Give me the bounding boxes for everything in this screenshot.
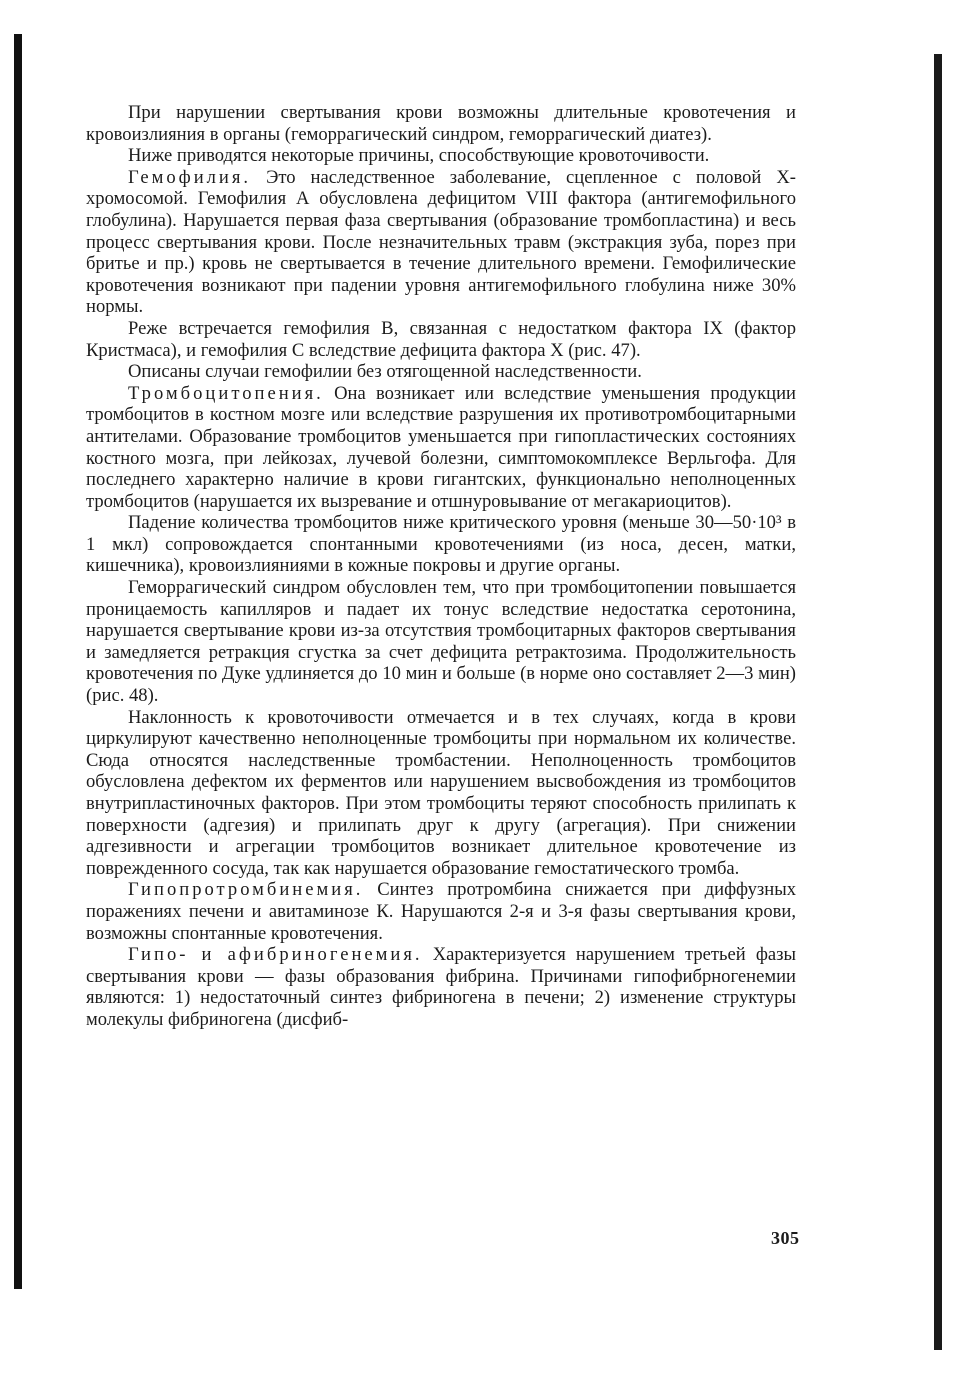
paragraph-text: Ниже приводятся некоторые причины, способствующие кровоточивости.	[128, 145, 710, 167]
paragraph	[86, 944, 796, 1030]
paragraph-text: Синтез протромбина снижается при диффузных поражениях печени и авитаминозе К. Нарушаются 2-я и 3-я фазы свертывания крови, возможны спонтанные кровотечения.	[86, 879, 796, 944]
paragraph-text: Геморрагический синдром обусловлен тем, что при тромбоцитопении повышается проницаемость капилляров и падает их тонус вследствие недостатка серотонина, нарушается свертывание крови из-за отсутствия тромбоцитарных факторов свертывания и замедляется ретракция сгустка за счет дефицита ретрактозима. Продолжительность кровотечения по Дуке удлиняется до 10 мин и больше (в норме оно составляет 2—3 мин) (рис. 48).	[86, 577, 796, 707]
paragraph-lead: Гипо- и афибриногенемия.	[128, 944, 423, 966]
paragraph-text: Реже встречается гемофилия В, связанная с недостатком фактора IX (фактор Кристмаса), и гемофилия С вследствие дефицита фактора X (рис. 47).	[86, 317, 796, 361]
paragraph	[86, 167, 796, 318]
paragraph-lead: Тромбоцитопения.	[128, 382, 324, 404]
paragraph-text: Падение количества тромбоцитов ниже критического уровня (меньше 30—50·10³ в 1 мкл) сопровождается спонтанными кровотечениями (из носа, десен, матки, кишечника), кровоизлияниями в кожные покровы и другие органы.	[86, 512, 796, 577]
paragraph	[86, 512, 796, 577]
paragraph-text: При нарушении свертывания крови возможны длительные кровотечения и кровоизлияния в органы (геморрагический синдром, геморрагический диатез).	[86, 102, 796, 145]
paragraph	[86, 879, 796, 944]
paragraph	[86, 361, 796, 383]
paragraph	[86, 102, 796, 145]
paragraph	[86, 577, 796, 707]
paragraph-text: Она возникает или вследствие уменьшения продукции тромбоцитов в костном мозге или вследствие разрушения их противотромбоцитарными антителами. Образование тромбоцитов уменьшается при гипопластических состояниях костного мозга, при лейкозах, лучевой болезни, симптомокомплексе Верльгофа. Для последнего характерно наличие в крови гигантских, функционально неполноценных тромбоцитов (нарушается их вызревание и отшнуровывание от мегакариоцитов).	[86, 382, 796, 512]
paragraph	[86, 383, 796, 513]
paragraph	[86, 707, 796, 880]
paragraph-text: Характеризуется нарушением третьей фазы свертывания крови — фазы образования фибрина. Причинами гипофибрногенемии являются: 1) недостаточный синтез фибриногена в печени; 2) изменение структуры молекулы фибриногена (дисфиб-	[86, 944, 796, 1030]
page-number: 305	[771, 1228, 800, 1248]
paragraph-text: Это наследственное заболевание, сцепленное с половой X-хромосомой. Гемофилия А обусловлена дефицитом VIII фактора (антигемофильного глобулина). Нарушается первая фаза свертывания (образование тромбопластина) и весь процесс свертывания крови. После незначительных травм (экстракция зуба, порез при бритье и пр.) кровь не свертывается в течение длительного времени. Гемофилические кровотечения возникают при падении уровня антигемофильного глобулина ниже 30% нормы.	[86, 166, 796, 318]
scan-edge-left	[14, 34, 22, 1289]
paragraph-text: Описаны случаи гемофилии без отягощенной наследственности.	[128, 361, 642, 383]
paragraph	[86, 145, 796, 167]
page-body	[86, 102, 796, 1031]
scan-edge-right	[934, 54, 942, 1350]
paragraph-lead: Гемофилия.	[128, 166, 252, 188]
paragraph	[86, 318, 796, 361]
paragraph-text: Наклонность к кровоточивости отмечается и в тех случаях, когда в крови циркулируют качественно неполноценные тромбоциты при нормальном их количестве. Сюда относятся наследственные тромбастении. Неполноценность тромбоцитов обусловлена дефектом их ферментов или нарушением высвобождения из тромбоцитов внутрипластиночных факторов. При этом тромбоциты теряют способность прилипать к поверхности (адгезия) и прилипать друг к другу (агрегация). При снижении адгезивности и агрегации тромбоцитов возникает длительное кровотечение из поврежденного сосуда, так как нарушается образование гемостатического тромба.	[86, 706, 796, 879]
paragraph-lead: Гипопротромбинемия.	[128, 879, 364, 901]
